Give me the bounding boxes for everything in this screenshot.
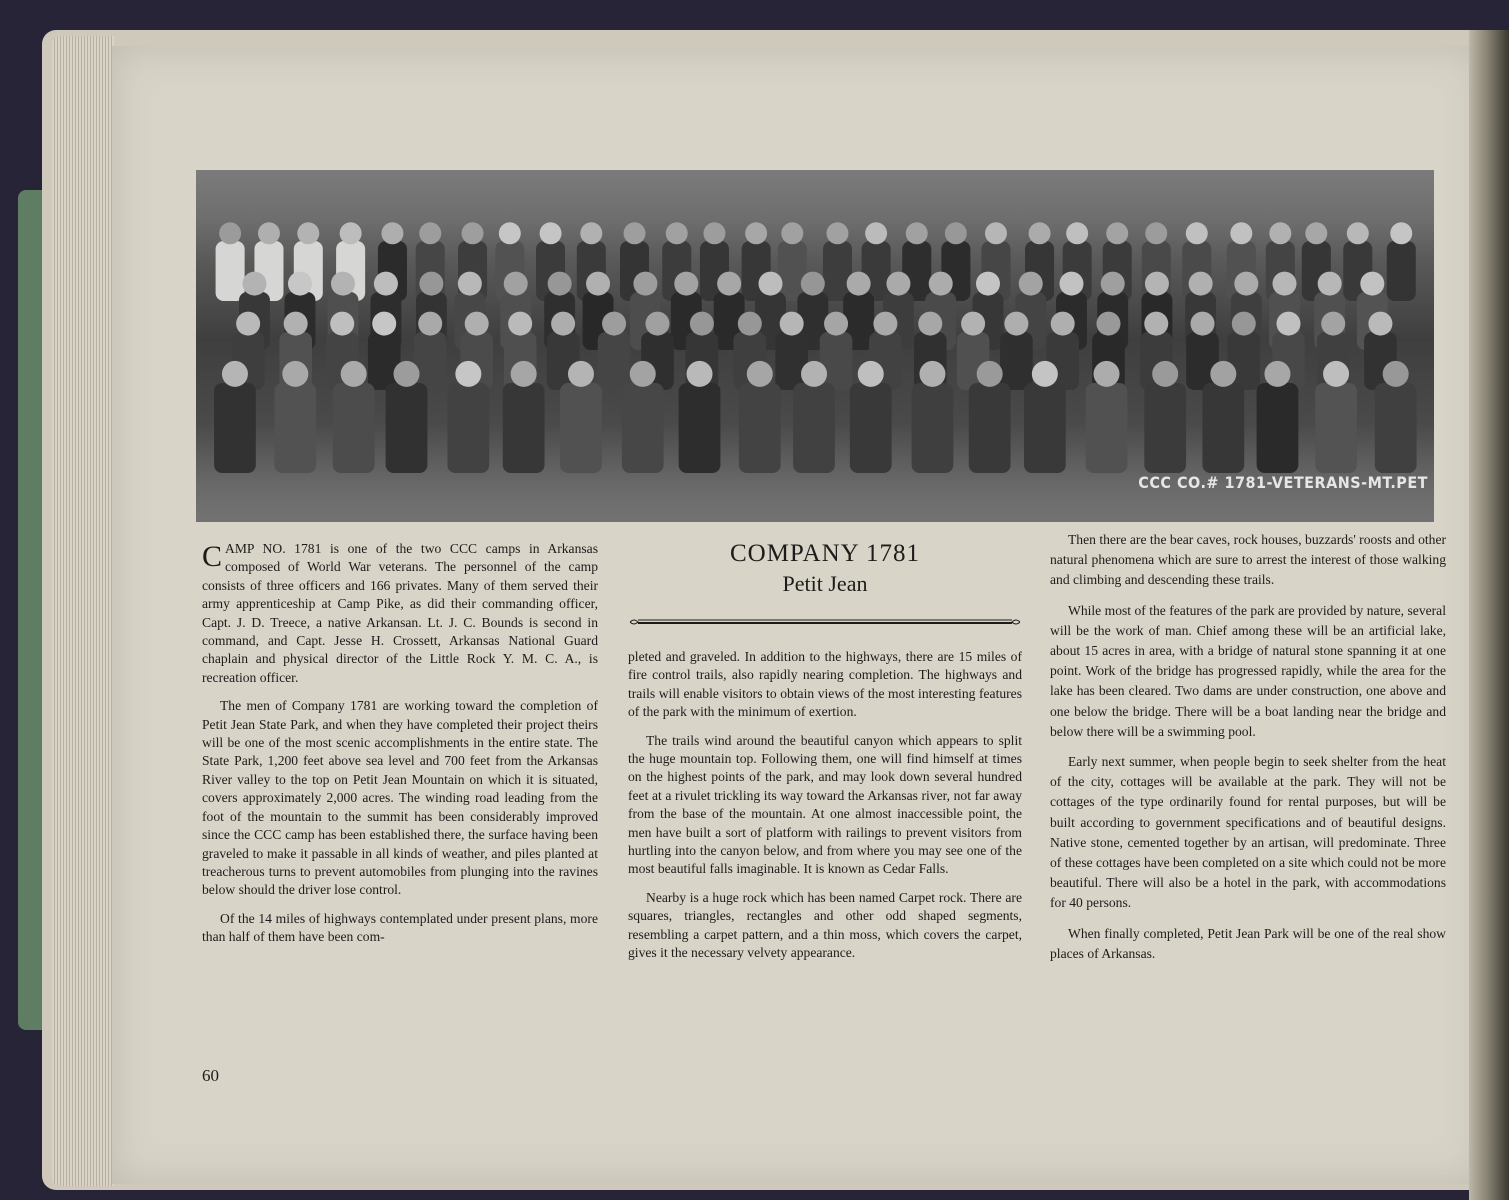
paragraph: The men of Company 1781 are working toward the completion of Petit Jean State Park, and when they have completed their project theirs will be one of the most scenic accomplishments in the entire state. The State Park, 1,200 feet above sea level and 700 feet from the Arkansas River valley to the top on Petit Jean Mountain on which it is situated, covers approximately 2,000 acres. The winding road leading from the foot of the mountain to the summit has been considerably improved since the CCC camp has been established there, the surface having been graveled to make it passable in all kinds of weather, and piles planted at treacherous turns to prevent automobiles from plunging into the ravines below should the driver lose control. xyxy=(202,698,598,898)
paragraph: Nearby is a huge rock which has been named Carpet rock. There are squares, triangles, rectangles and other odd shaped segments, resembling a carpet pattern, and a thin moss, which covers the carpet, gives it the necessary velvety appearance. xyxy=(628,889,1022,961)
photo-caption: CCC CO.# 1781-VETERANS-MT.PET xyxy=(1138,473,1428,492)
text-column-3 xyxy=(1050,530,1446,974)
paragraph: While most of the features of the park are provided by nature, several will be the work of man. Chief among these will be an artificial lake, about 15 acres in area, with a bridge of natural stone spanning it at one point. Work of the bridge has progressed rapidly, while the area for the lake has been cleared. Two dams are under construction, one above and one below the bridge. There will be a boat landing near the bridge and below there will be a swimming pool. xyxy=(1050,602,1446,739)
paragraph: pleted and graveled. In addition to the highways, there are 15 miles of fire control trails, also rapidly nearing completion. The highways and trails will enable visitors to obtain views of the most interesting features of the park with the minimum of exertion. xyxy=(628,649,1022,720)
paragraph: Then there are the bear caves, rock houses, buzzards' roosts and other natural phenomena which are sure to arrest the interest of those walking and climbing and descending these trails. xyxy=(1050,532,1447,588)
person-figure xyxy=(216,222,245,301)
page-number: 60 xyxy=(202,1066,219,1085)
paragraph: When finally completed, Petit Jean Park will be one of the real show places of Arkansas. xyxy=(1050,925,1446,961)
group-photograph xyxy=(196,170,1434,522)
person-figure xyxy=(1387,222,1416,301)
drop-cap: C xyxy=(202,540,223,573)
person-figure xyxy=(823,222,852,301)
article-heading xyxy=(628,540,1022,598)
article-title: COMPANY 1781 xyxy=(729,540,921,567)
article-subtitle: Petit Jean xyxy=(782,571,868,596)
paragraph: Early next summer, when people begin to seek shelter from the heat of the city, cottages will be available at the park. They will not be cottages of the type ordinarily found for rental purposes, but will be built according to government specifications and of beautiful designs. Native stone, cemented together by an artisan, will predominate. Three of these cottages have been completed on a site which could not be more beautiful. There will also be a hotel in the park, with accommodations for 40 persons. xyxy=(1050,754,1446,911)
text-column-2 xyxy=(628,648,1022,973)
page-edges xyxy=(52,36,114,1186)
book-gutter xyxy=(1469,30,1509,1200)
paragraph: The trails wind around the beautiful canyon which appears to split the huge mountain top. Following them, one will find himself at times on the highest points of the park, and may look down several hundred feet at a rivulet trickling its way toward the Arkansas river, not far away from the base of the mountain. At one almost inaccessible point, the men have built a sort of platform with railings to prevent visitors from hurtling into the canyon below, and from where you may see one of the most beautiful falls imaginable. It is known as Cedar Falls. xyxy=(628,732,1022,877)
ornamental-rule xyxy=(630,618,1020,626)
paragraph-text: AMP NO. 1781 is one of the two CCC camps in Arkansas composed of World War veterans. The personnel of the camp consists of three officers and 166 privates. Many of them served their army apprenticeship at Camp Pike, as did their commanding officer, Capt. J. D. Treece, a native Arkansan. Lt. J. C. Bounds is second in command, and Capt. Jesse H. Crossett, Arkansas National Guard chaplain and physical director of the Little Rock Y. M. C. A., is recreation officer. xyxy=(202,541,598,685)
person-figure xyxy=(598,312,631,390)
crowd-figures xyxy=(196,170,1434,522)
person-figure xyxy=(1000,312,1033,390)
text-column-1 xyxy=(202,540,598,957)
person-figure xyxy=(414,312,447,390)
paragraph: Of the 14 miles of highways contemplated under present plans, more than half of them have been com- xyxy=(202,910,598,945)
paragraph xyxy=(202,540,598,687)
